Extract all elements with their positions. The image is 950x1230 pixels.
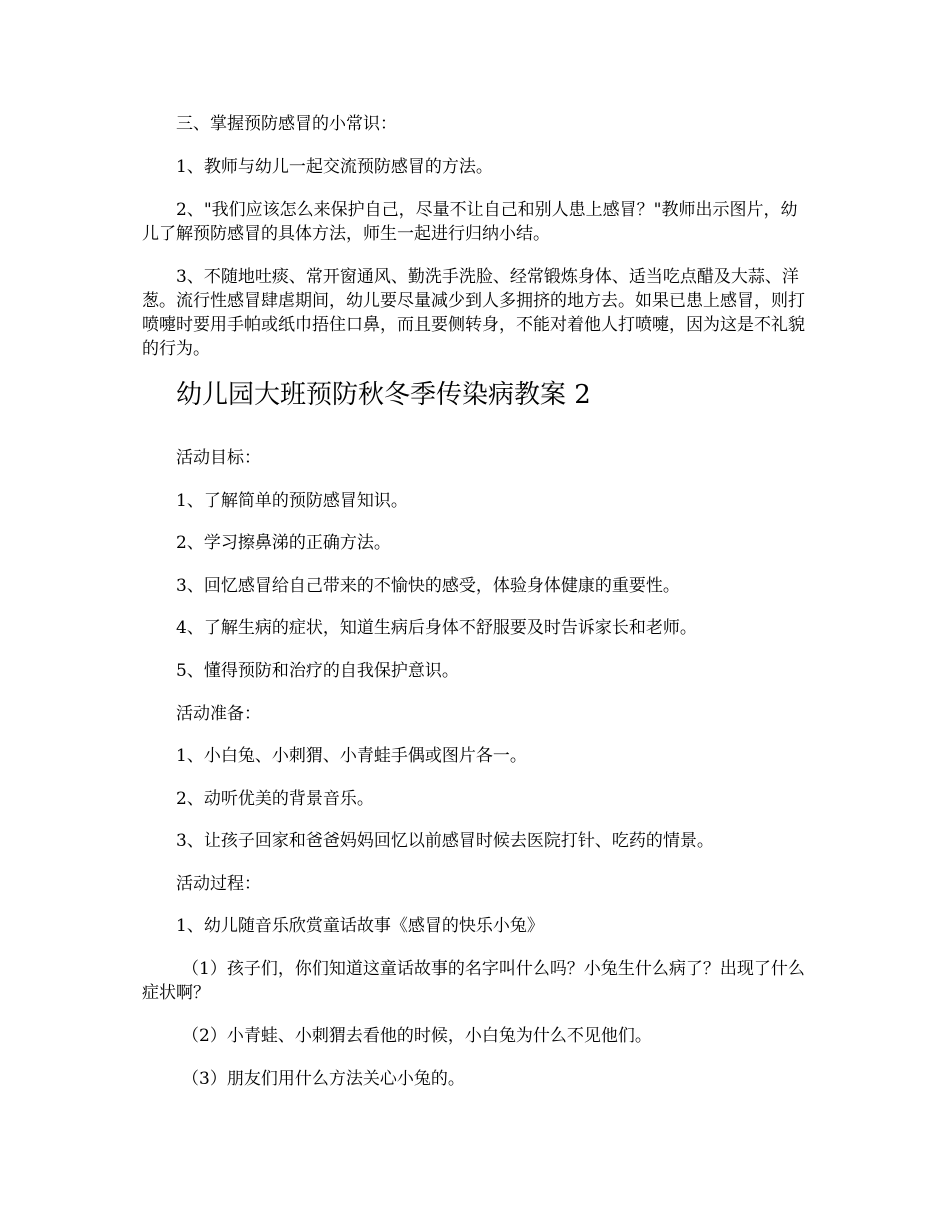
paragraph-item-1: 1、教师与幼儿一起交流预防感冒的方法。 xyxy=(176,157,493,177)
goal-item-1: 1、了解简单的预防感冒知识。 xyxy=(176,491,408,511)
section-heading-process: 活动过程： xyxy=(176,874,261,894)
preparation-item-1: 1、小白兔、小刺猬、小青蛙手偶或图片各一。 xyxy=(176,746,527,766)
paragraph-item-3: 3、不随地吐痰、常开窗通风、勤洗手洗脸、经常锻炼身体、适当吃点醋及大蒜、洋葱。流行性感冒肆虐期间，幼儿要尽量减少到人多拥挤的地方去。如果已患上感冒，则打喷嚏时要用手帕或纸巾捂住口鼻，而且要侧转身，不能对着他人打喷嚏，因为这是不礼貌的行为。 xyxy=(142,267,805,359)
preparation-item-3: 3、让孩子回家和爸爸妈妈回忆以前感冒时候去医院打针、吃药的情景。 xyxy=(176,831,714,851)
goal-item-4: 4、了解生病的症状，知道生病后身体不舒服要及时告诉家长和老师。 xyxy=(176,618,697,638)
process-subitem-1: （1）孩子们，你们知道这童话故事的名字叫什么吗？小兔生什么病了？出现了什么症状啊？ xyxy=(142,959,805,1003)
goal-item-2: 2、学习擦鼻涕的正确方法。 xyxy=(176,533,391,553)
process-item-1: 1、幼儿随音乐欣赏童话故事《感冒的快乐小兔》 xyxy=(176,916,544,936)
preparation-item-2: 2、动听优美的背景音乐。 xyxy=(176,789,374,809)
goal-item-3: 3、回忆感冒给自己带来的不愉快的感受，体验身体健康的重要性。 xyxy=(176,576,680,596)
section-heading-preventive-knowledge: 三、掌握预防感冒的小常识： xyxy=(176,114,397,134)
section-heading-goals: 活动目标： xyxy=(176,448,261,468)
section-heading-preparation: 活动准备： xyxy=(176,704,261,724)
goal-item-5: 5、懂得预防和治疗的自我保护意识。 xyxy=(176,661,459,681)
lesson-plan-title: 幼儿园大班预防秋冬季传染病教案 2 xyxy=(176,380,591,410)
process-subitem-2: （2）小青蛙、小刺猬去看他的时候，小白兔为什么不见他们。 xyxy=(182,1026,652,1046)
process-subitem-3: （3）朋友们用什么方法关心小兔的。 xyxy=(182,1069,465,1089)
paragraph-item-2: 2、"我们应该怎么来保护自己，尽量不让自己和别人患上感冒？"教师出示图片，幼儿了解预防感冒的具体方法，师生一起进行归纳小结。 xyxy=(142,200,798,244)
